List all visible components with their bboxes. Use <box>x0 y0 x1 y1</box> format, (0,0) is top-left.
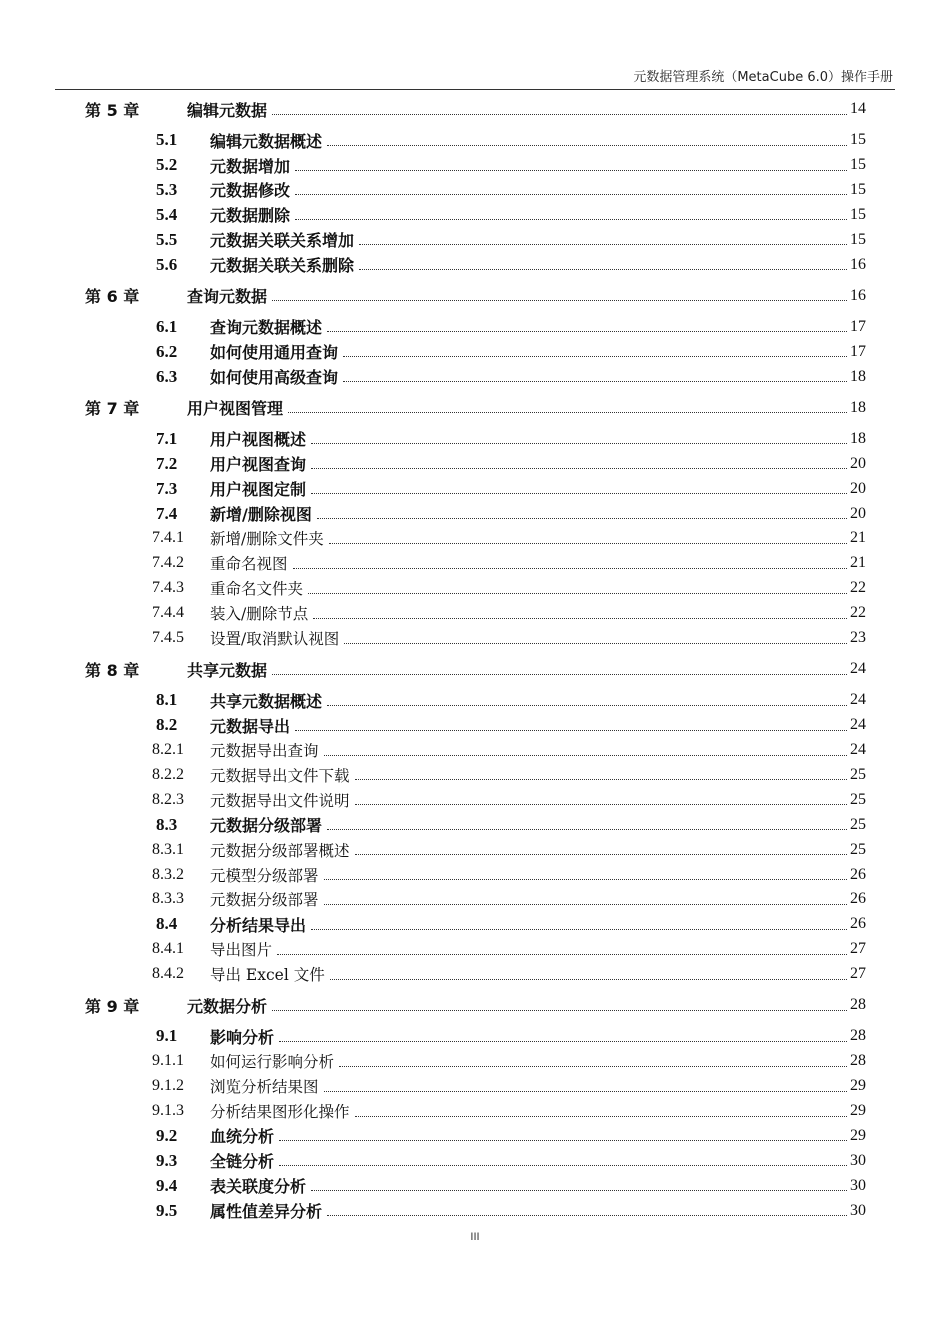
toc-entry-sub[interactable] <box>152 526 866 550</box>
toc-entry-section[interactable] <box>156 1149 866 1173</box>
toc-number: 7.2 <box>156 453 178 473</box>
page-number: III <box>470 1231 480 1243</box>
toc-entry-sub[interactable] <box>152 601 866 625</box>
toc-entry-section[interactable] <box>156 912 866 936</box>
toc-number: 9.3 <box>156 1150 178 1170</box>
toc-title: 属性值差异分析 <box>210 1202 323 1222</box>
dot-leader <box>295 730 847 731</box>
toc-entry-sub[interactable] <box>152 838 866 862</box>
dot-leader <box>343 381 847 382</box>
toc-title: 用户视图查询 <box>210 455 307 475</box>
toc-title: 如何使用通用查询 <box>210 343 339 363</box>
toc-page-number: 17 <box>850 342 866 360</box>
toc-entry-section[interactable] <box>156 1174 866 1198</box>
toc-title: 元数据分级部署 <box>210 816 323 836</box>
toc-entry-sub[interactable] <box>152 626 866 650</box>
toc-page-number: 21 <box>850 529 866 547</box>
toc-page-number: 16 <box>850 286 866 304</box>
toc-page-number: 29 <box>850 1102 866 1119</box>
toc-title: 查询元数据概述 <box>210 318 323 338</box>
toc-title: 表关联度分析 <box>210 1177 307 1197</box>
toc-number: 第 7 章 <box>85 399 140 419</box>
toc-number: 第 9 章 <box>85 996 140 1016</box>
toc-page-number: 20 <box>850 479 866 497</box>
toc-entry-section[interactable] <box>156 315 866 339</box>
toc-number: 8.2.3 <box>152 790 184 808</box>
dot-leader <box>355 804 847 805</box>
dot-leader <box>295 170 847 171</box>
toc-number: 7.1 <box>156 428 178 448</box>
toc-number: 5.4 <box>156 204 178 224</box>
toc-number: 8.4.1 <box>152 940 184 958</box>
toc-page-number: 30 <box>850 1151 866 1169</box>
toc-page-number: 30 <box>850 1176 866 1194</box>
toc-entry-section[interactable] <box>156 128 866 152</box>
toc-page-number: 15 <box>850 230 866 248</box>
toc-title: 用户视图管理 <box>187 399 284 419</box>
toc-page-number: 28 <box>850 996 866 1014</box>
toc-entry-sub[interactable] <box>152 788 866 812</box>
toc-page-number: 15 <box>850 156 866 173</box>
header-rule <box>55 89 895 90</box>
toc-number: 8.1 <box>156 690 178 710</box>
toc-entry-sub[interactable] <box>152 962 866 986</box>
toc-number: 9.2 <box>156 1125 178 1145</box>
toc-page-number: 24 <box>850 660 866 678</box>
toc-number: 9.1.2 <box>152 1077 184 1095</box>
dot-leader <box>329 543 847 544</box>
toc-entry-section[interactable] <box>156 203 866 227</box>
toc-number: 8.4 <box>156 914 178 934</box>
toc-entry-sub[interactable] <box>152 1074 866 1098</box>
dot-leader <box>313 618 847 619</box>
toc-title: 用户视图定制 <box>210 480 307 500</box>
dot-leader <box>317 518 847 519</box>
toc-title: 重命名视图 <box>210 555 288 574</box>
toc-entry-section[interactable] <box>156 477 866 501</box>
dot-leader <box>279 1041 847 1042</box>
toc-entry-chapter[interactable] <box>85 284 866 308</box>
toc-number: 5.6 <box>156 254 178 274</box>
dot-leader <box>311 1190 847 1191</box>
toc-number: 7.4.5 <box>152 629 184 646</box>
toc-page-number: 20 <box>850 504 866 522</box>
toc-entry-sub[interactable] <box>152 1049 866 1073</box>
toc-entry-section[interactable] <box>156 153 866 177</box>
toc-title: 如何运行影响分析 <box>210 1053 335 1072</box>
dot-leader <box>311 929 847 930</box>
toc-page-number: 21 <box>850 554 866 572</box>
toc-entry-sub[interactable] <box>152 887 866 911</box>
toc-page-number: 15 <box>850 205 866 223</box>
toc-title: 装入/删除节点 <box>210 605 309 624</box>
toc-number: 9.4 <box>156 1175 178 1195</box>
dot-leader <box>324 755 847 756</box>
toc-title: 如何使用高级查询 <box>210 368 339 388</box>
toc-title: 共享元数据概述 <box>210 691 323 711</box>
toc-entry-section[interactable] <box>156 253 866 277</box>
toc-number: 7.3 <box>156 478 178 498</box>
toc-page-number: 27 <box>850 965 866 983</box>
toc-title: 查询元数据 <box>187 287 268 307</box>
dot-leader <box>355 779 847 780</box>
toc-page-number: 25 <box>850 790 866 808</box>
toc-title: 重命名文件夹 <box>210 580 304 599</box>
toc-title: 设置/取消默认视图 <box>210 630 340 648</box>
toc-title: 新增/删除视图 <box>210 505 312 524</box>
toc-number: 7.4.4 <box>152 604 184 622</box>
dot-leader <box>324 879 847 880</box>
toc-entry-sub[interactable] <box>152 551 866 575</box>
toc-title: 元数据修改 <box>210 181 291 201</box>
toc-title: 元数据导出查询 <box>210 742 319 760</box>
toc-entry-sub[interactable] <box>152 576 866 600</box>
toc-number: 6.3 <box>156 366 178 386</box>
toc-entry-section[interactable] <box>156 1124 866 1148</box>
toc-page-number: 18 <box>850 367 866 385</box>
toc-entry-section[interactable] <box>156 1024 866 1048</box>
dot-leader <box>355 1116 847 1117</box>
toc-entry-chapter[interactable] <box>85 993 866 1017</box>
toc-title: 编辑元数据概述 <box>210 131 323 151</box>
dot-leader <box>327 829 847 830</box>
toc-page-number: 14 <box>850 100 866 117</box>
toc-title: 元数据分析 <box>187 996 268 1016</box>
toc-title: 元数据分级部署 <box>210 891 319 910</box>
toc-page-number: 26 <box>850 890 866 908</box>
toc-title: 用户视图概述 <box>210 430 307 450</box>
toc-entry-chapter[interactable] <box>85 97 866 121</box>
dot-leader <box>311 468 847 469</box>
dot-leader <box>327 705 847 706</box>
toc-number: 5.1 <box>156 130 178 150</box>
toc-entry-chapter[interactable] <box>85 396 866 420</box>
toc-number: 第 5 章 <box>85 100 140 120</box>
toc-number: 9.5 <box>156 1200 178 1220</box>
toc-number: 8.3 <box>156 814 178 834</box>
toc-entry-section[interactable] <box>156 452 866 476</box>
toc-page-number: 23 <box>850 629 866 646</box>
dot-leader <box>344 643 847 644</box>
toc-entry-section[interactable] <box>156 713 866 737</box>
toc-page-number: 22 <box>850 604 866 622</box>
toc-number: 第 8 章 <box>85 660 140 680</box>
toc-number: 7.4.1 <box>152 529 184 547</box>
dot-leader <box>339 1066 847 1067</box>
toc-number: 9.1 <box>156 1026 178 1046</box>
toc-number: 第 6 章 <box>85 287 140 307</box>
dot-leader <box>343 356 847 357</box>
toc-number: 8.2.1 <box>152 741 184 758</box>
toc-title: 浏览分析结果图 <box>210 1078 319 1097</box>
toc-page-number: 24 <box>850 741 866 758</box>
dot-leader <box>295 194 847 195</box>
toc-page-number: 25 <box>850 840 866 858</box>
toc-title: 共享元数据 <box>187 660 268 680</box>
toc-page-number: 29 <box>850 1126 866 1144</box>
dot-leader <box>327 331 847 332</box>
dot-leader <box>355 854 847 855</box>
toc-number: 5.2 <box>156 155 178 174</box>
toc-entry-section[interactable] <box>156 813 866 837</box>
toc-entry-section[interactable] <box>156 365 866 389</box>
toc-page-number: 15 <box>850 180 866 198</box>
dot-leader <box>277 954 847 955</box>
toc-title: 导出图片 <box>210 941 273 960</box>
toc-page-number: 24 <box>850 716 866 734</box>
toc-title: 元数据关联关系删除 <box>210 256 355 276</box>
toc-title: 元数据增加 <box>210 156 291 176</box>
toc-title: 分析结果图形化操作 <box>210 1103 350 1121</box>
toc-number: 6.2 <box>156 341 178 361</box>
dot-leader <box>359 244 847 245</box>
dot-leader <box>359 269 847 270</box>
toc-title: 元数据关联关系增加 <box>210 231 355 251</box>
toc-page-number: 20 <box>850 454 866 472</box>
toc-number: 7.4.3 <box>152 579 184 597</box>
dot-leader <box>279 1165 847 1166</box>
toc-entry-sub[interactable] <box>152 937 866 961</box>
toc-page-number: 25 <box>850 765 866 783</box>
dot-leader <box>293 568 847 569</box>
dot-leader <box>311 493 847 494</box>
dot-leader <box>272 114 847 115</box>
toc-number: 9.1.3 <box>152 1102 184 1119</box>
toc-entry-section[interactable] <box>156 502 866 526</box>
dot-leader <box>308 593 847 594</box>
toc-title: 元数据导出文件下载 <box>210 766 350 785</box>
toc-page-number: 16 <box>850 255 866 273</box>
dot-leader <box>327 1215 847 1216</box>
toc-page-number: 26 <box>850 915 866 933</box>
toc-entry-section[interactable] <box>156 178 866 202</box>
toc-title: 导出 Excel 文件 <box>210 966 325 985</box>
toc-title: 编辑元数据 <box>187 100 268 120</box>
toc-page-number: 18 <box>850 429 866 447</box>
toc-page-number: 26 <box>850 865 866 883</box>
dot-leader <box>295 219 847 220</box>
toc-title: 新增/删除文件夹 <box>210 530 324 549</box>
toc-page-number: 25 <box>850 815 866 833</box>
dot-leader <box>311 443 847 444</box>
toc-entry-sub[interactable] <box>152 1099 866 1123</box>
toc-title: 血统分析 <box>210 1127 275 1147</box>
toc-page-number: 27 <box>850 940 866 958</box>
running-header: 元数据管理系统（MetaCube 6.0）操作手册 <box>633 70 893 85</box>
toc-entry-section[interactable] <box>156 228 866 252</box>
toc-number: 8.4.2 <box>152 965 184 983</box>
toc-entry-chapter[interactable] <box>85 657 866 681</box>
toc-page-number: 24 <box>850 691 866 709</box>
toc-number: 7.4 <box>156 503 178 523</box>
toc-entry-section[interactable] <box>156 427 866 451</box>
toc-number: 8.3.1 <box>152 840 184 858</box>
toc-page-number: 29 <box>850 1077 866 1095</box>
toc-number: 9.1.1 <box>152 1052 184 1070</box>
toc-entry-section[interactable] <box>156 1199 866 1223</box>
toc-number: 6.1 <box>156 316 178 336</box>
toc-number: 8.3.2 <box>152 865 184 883</box>
toc-page-number: 30 <box>850 1201 866 1219</box>
toc-page-number: 28 <box>850 1027 866 1045</box>
dot-leader <box>327 145 847 146</box>
toc-title: 元数据删除 <box>210 206 291 226</box>
toc-entry-sub[interactable] <box>152 763 866 787</box>
dot-leader <box>272 674 847 675</box>
toc-title: 元数据导出文件说明 <box>210 791 350 810</box>
dot-leader <box>272 300 847 301</box>
dot-leader <box>324 1091 847 1092</box>
toc-page-number: 18 <box>850 398 866 416</box>
toc-page-number: 15 <box>850 131 866 149</box>
toc-number: 8.3.3 <box>152 890 184 908</box>
toc-page-number: 17 <box>850 317 866 335</box>
toc-title: 元数据导出 <box>210 716 291 736</box>
toc-title: 元模型分级部署 <box>210 866 319 885</box>
toc-entry-section[interactable] <box>156 688 866 712</box>
toc-title: 影响分析 <box>210 1027 275 1047</box>
toc-entry-sub[interactable] <box>152 738 866 762</box>
toc-title: 元数据分级部署概述 <box>210 841 350 860</box>
toc-entry-sub[interactable] <box>152 863 866 887</box>
dot-leader <box>272 1010 847 1011</box>
toc-page-number: 22 <box>850 579 866 597</box>
dot-leader <box>324 904 847 905</box>
toc-number: 5.3 <box>156 179 178 199</box>
dot-leader <box>330 979 847 980</box>
toc-number: 8.2.2 <box>152 765 184 783</box>
dot-leader <box>288 412 847 413</box>
toc-title: 分析结果导出 <box>210 915 307 935</box>
toc-title: 全链分析 <box>210 1152 275 1172</box>
toc-entry-section[interactable] <box>156 340 866 364</box>
dot-leader <box>279 1140 847 1141</box>
toc-number: 7.4.2 <box>152 554 184 572</box>
toc-page-number: 28 <box>850 1052 866 1070</box>
toc-number: 8.2 <box>156 715 178 735</box>
toc-number: 5.5 <box>156 229 178 249</box>
